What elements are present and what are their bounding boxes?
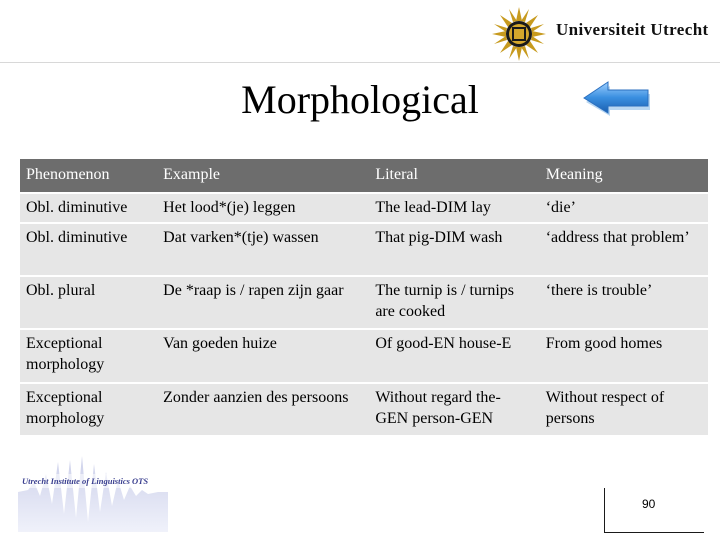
cell-phenomenon: Exceptional morphology — [20, 384, 157, 435]
university-name: Universiteit Utrecht — [556, 20, 709, 39]
university-logo-icon — [488, 6, 550, 62]
cell-phenomenon: Exceptional morphology — [20, 330, 157, 382]
table-row — [20, 384, 708, 435]
header-meaning: Meaning — [540, 159, 708, 192]
cell-example: Zonder aanzien des persoons — [157, 384, 369, 435]
page-title: Morphological — [241, 77, 479, 122]
header-example: Example — [157, 159, 369, 192]
cell-example: Dat varken*(tje) wassen — [157, 224, 369, 275]
table-row — [20, 330, 708, 382]
table-row — [20, 224, 708, 275]
header-divider — [0, 62, 720, 63]
cell-literal: That pig-DIM wash — [369, 224, 539, 275]
cell-meaning: From good homes — [540, 330, 708, 382]
cell-phenomenon: Obl. diminutive — [20, 224, 157, 275]
morphology-table — [20, 157, 708, 437]
table-header-row — [20, 159, 708, 192]
cell-meaning: Without respect of persons — [540, 384, 708, 435]
table-row — [20, 277, 708, 328]
cell-meaning: ‘die’ — [540, 194, 708, 222]
cell-phenomenon: Obl. plural — [20, 277, 157, 328]
header-phenomenon: Phenomenon — [20, 159, 157, 192]
footer-divider-vertical — [604, 488, 605, 532]
footer-divider-horizontal — [604, 532, 704, 533]
page-number: 90 — [642, 497, 656, 511]
cell-literal: Without regard the-GEN person-GEN — [369, 384, 539, 435]
cell-meaning: ‘there is trouble’ — [540, 277, 708, 328]
institute-logo-text: Utrecht Institute of Linguistics OTS — [22, 476, 149, 486]
cell-literal: The turnip is / turnips are cooked — [369, 277, 539, 328]
header-literal: Literal — [369, 159, 539, 192]
institute-logo — [18, 452, 168, 532]
cell-meaning: ‘address that problem’ — [540, 224, 708, 275]
cell-literal: Of good-EN house-E — [369, 330, 539, 382]
back-arrow-icon[interactable] — [582, 80, 652, 116]
cell-phenomenon: Obl. diminutive — [20, 194, 157, 222]
table-row — [20, 194, 708, 222]
cell-literal: The lead-DIM lay — [369, 194, 539, 222]
cell-example: Van goeden huize — [157, 330, 369, 382]
cell-example: De *raap is / rapen zijn gaar — [157, 277, 369, 328]
cell-example: Het lood*(je) leggen — [157, 194, 369, 222]
